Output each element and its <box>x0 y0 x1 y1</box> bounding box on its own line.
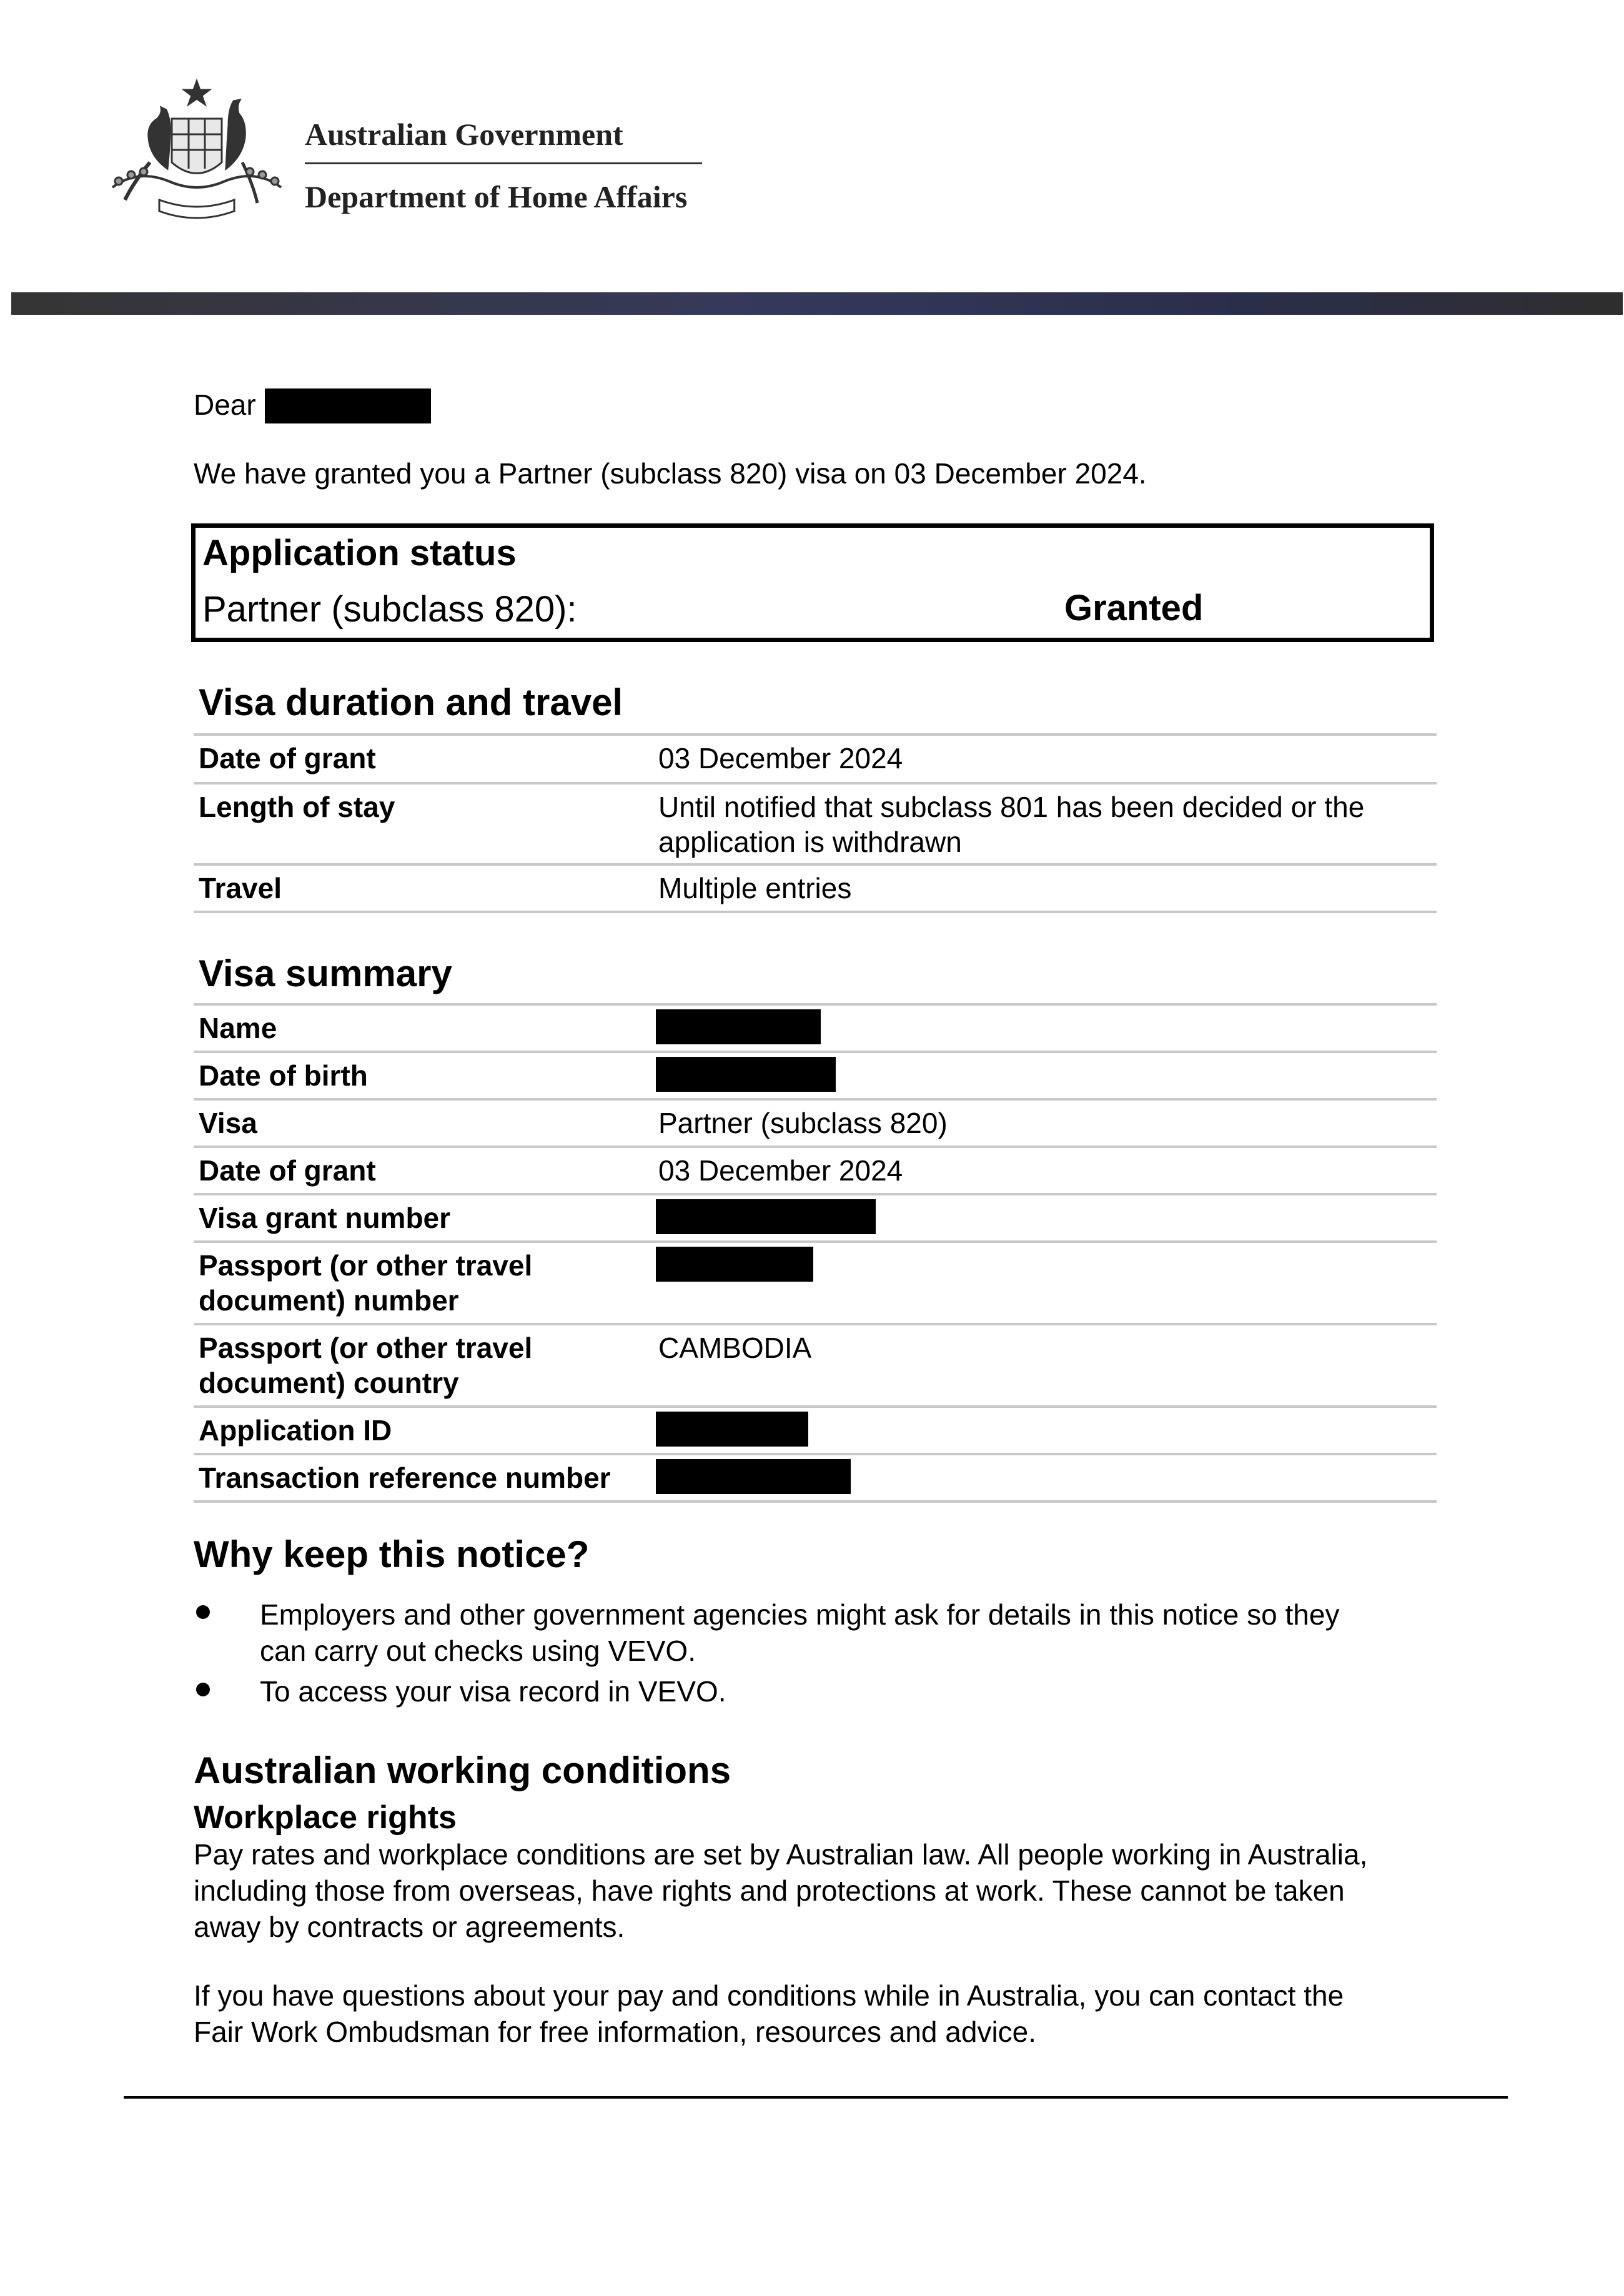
bullet-text: To access your visa record in VEVO. <box>260 1675 726 1708</box>
redacted-value <box>656 1057 836 1092</box>
duration-heading: Visa duration and travel <box>199 681 623 723</box>
row-label: Date of grant <box>199 1154 376 1187</box>
redacted-value <box>656 1412 808 1447</box>
summary-heading: Visa summary <box>199 953 452 994</box>
row-label: Application ID <box>199 1414 392 1447</box>
row-label: Visa grant number <box>199 1202 451 1234</box>
table-row <box>194 1098 1437 1146</box>
status-visa-label: Partner (subclass 820): <box>202 589 577 630</box>
summary-table <box>194 1003 1437 1503</box>
table-row <box>194 1405 1437 1453</box>
row-label: Passport (or other travel document) country <box>199 1332 533 1399</box>
row-label: Transaction reference number <box>199 1462 611 1494</box>
status-value: Granted <box>1064 588 1204 628</box>
table-row <box>194 1240 1437 1323</box>
redacted-value <box>656 1459 851 1494</box>
table-row <box>194 1193 1437 1240</box>
status-title: Application status <box>202 533 517 573</box>
table-row <box>194 863 1437 913</box>
coat-of-arms-icon <box>100 75 294 225</box>
duration-table <box>194 733 1437 913</box>
row-value: 03 December 2024 <box>658 1154 903 1187</box>
footer-divider <box>124 2096 1508 2099</box>
salutation: Dear <box>194 388 256 421</box>
table-row <box>194 1003 1437 1051</box>
department-name: Department of Home Affairs <box>305 179 688 214</box>
working-conditions-heading: Australian working conditions <box>194 1749 731 1791</box>
redacted-name <box>265 388 431 423</box>
row-label: Name <box>199 1012 277 1044</box>
table-row <box>194 1453 1437 1503</box>
workplace-rights-subheading: Workplace rights <box>194 1799 457 1836</box>
keep-notice-heading: Why keep this notice? <box>194 1533 590 1575</box>
grant-sentence: We have granted you a Partner (subclass 820) visa on 03 December 2024. <box>194 457 1147 490</box>
table-row <box>194 733 1437 782</box>
header-banner <box>11 292 1623 315</box>
bullet-icon <box>196 1605 210 1619</box>
row-label: Date of birth <box>199 1059 368 1092</box>
row-label: Passport (or other travel document) number <box>199 1249 533 1317</box>
row-value: CAMBODIA <box>658 1332 812 1364</box>
workplace-rights-paragraph: Pay rates and workplace conditions are set by Australian law. All people working in Australia, including those from overseas, have rights and protections at work. These cannot be taken away by contracts or agreements. <box>194 1838 1368 1943</box>
table-row <box>194 1323 1437 1405</box>
table-row <box>194 1051 1437 1098</box>
redacted-value <box>656 1199 876 1234</box>
government-name: Australian Government <box>305 117 623 152</box>
row-label: Travel <box>199 872 282 904</box>
table-row <box>194 1146 1437 1193</box>
bullet-text: Employers and other government agencies might ask for details in this notice so they can carry out checks using VEVO. <box>260 1598 1340 1667</box>
header-divider <box>305 162 702 164</box>
redacted-value <box>656 1009 821 1044</box>
table-row <box>194 782 1437 863</box>
row-value: Partner (subclass 820) <box>658 1107 948 1139</box>
row-label: Date of grant <box>199 742 376 774</box>
row-value: Until notified that subclass 801 has been decided or the application is withdrawn <box>658 791 1365 858</box>
row-label: Visa <box>199 1107 257 1139</box>
fair-work-paragraph: If you have questions about your pay and conditions while in Australia, you can contact the Fair Work Ombudsman for free information, resources and advice. <box>194 1979 1344 2048</box>
row-label: Length of stay <box>199 791 395 823</box>
redacted-value <box>656 1247 813 1282</box>
row-value: 03 December 2024 <box>658 742 903 774</box>
bullet-icon <box>196 1683 210 1696</box>
row-value: Multiple entries <box>658 872 852 904</box>
